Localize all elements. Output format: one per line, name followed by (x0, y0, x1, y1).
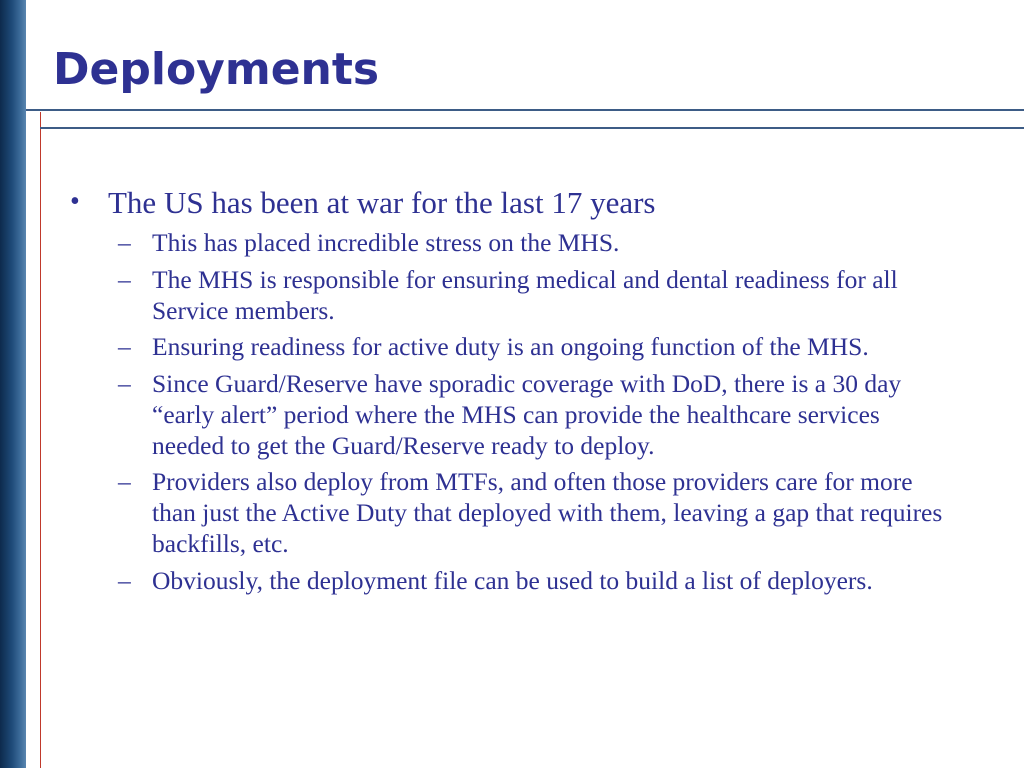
dash-marker: – (118, 332, 131, 361)
dash-marker: – (118, 565, 131, 595)
sub-bullet-item (118, 264, 958, 326)
dash-marker: – (118, 467, 131, 496)
sub-bullet-item (118, 227, 958, 258)
bullet-text: The US has been at war for the last 17 years (108, 185, 656, 220)
sub-bullet-text: Ensuring readiness for active duty is an ongoing function of the MHS. (152, 332, 869, 361)
sub-bullet-item (118, 331, 958, 362)
sub-bullet-text: The MHS is responsible for ensuring medical and dental readiness for all Service members. (152, 264, 898, 325)
dash-marker: – (118, 368, 131, 398)
dash-marker: – (118, 228, 131, 257)
sub-bullet-item (118, 466, 958, 559)
bullet-marker: • (70, 186, 80, 217)
dash-marker: – (118, 264, 131, 294)
sub-bullet-text: Since Guard/Reserve have sporadic coverage with DoD, there is a 30 day “early alert” period where the MHS can provide the healthcare services needed to get the Guard/Reserve ready to deploy. (152, 368, 902, 460)
sub-bullet-text: This has placed incredible stress on the MHS. (152, 228, 620, 257)
vertical-accent-line (40, 112, 41, 768)
sub-bullet-item (118, 565, 958, 596)
sub-bullet-item (118, 368, 958, 461)
left-decorative-bar (0, 0, 26, 768)
sub-bullet-list (118, 227, 958, 601)
sub-bullet-text: Providers also deploy from MTFs, and often those providers care for more than just the Active Duty that deployed with them, leaving a gap that requires backfills, etc. (152, 467, 943, 558)
slide-title: Deployments (53, 44, 380, 95)
title-divider-top (26, 109, 1024, 111)
title-divider-bottom (40, 127, 1024, 129)
sub-bullet-text: Obviously, the deployment file can be used to build a list of deployers. (152, 565, 873, 595)
